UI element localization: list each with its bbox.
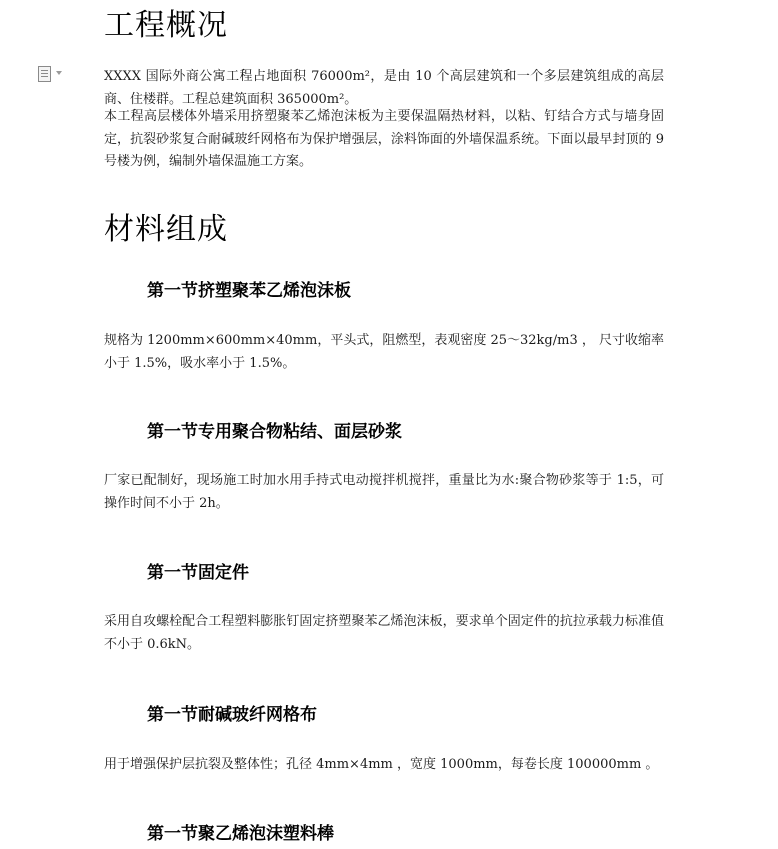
- subheading-xps-board: 第一节挤塑聚苯乙烯泡沫板: [147, 281, 351, 301]
- polymer-mortar-text: 厂家已配制好，现场施工时加水用手持式电动搅拌机搅拌，重量比为水:聚合物砂浆等于 1:5，可操作时间不小于 2h。: [104, 473, 664, 511]
- overview-paragraph-2: 本工程高层楼体外墙采用挤塑聚苯乙烯泡沫板为主要保温隔热材料，以粘、钉结合方式与墙身固定，抗裂砂浆复合耐碱玻纤网格布为保护增强层，涂料饰面的外墙保温系统。下面以最早封顶的 9 号楼为例，编制外墙保温施工方案。: [104, 109, 664, 169]
- xps-board-text: 规格为 1200mm×600mm×40mm，平头式，阻燃型，表观密度 25～32kg/m3 ， 尺寸收缩率小于 1.5%，吸水率小于 1.5%。: [104, 333, 664, 371]
- heading-project-overview: 工程概况: [104, 8, 228, 43]
- subheading-fasteners: 第一节固定件: [147, 563, 249, 583]
- subheading-pe-foam-rod: 第一节聚乙烯泡沫塑料棒: [147, 824, 334, 844]
- fasteners-text: 采用自攻螺栓配合工程塑料膨胀钉固定挤塑聚苯乙烯泡沫板，要求单个固定件的抗拉承载力标准值不小于 0.6kN。: [104, 614, 664, 652]
- fiberglass-mesh-text: 用于增强保护层抗裂及整体性；孔径 4mm×4mm ，宽度 1000mm，每卷长度 100000mm 。: [104, 757, 659, 772]
- subheading-fiberglass-mesh: 第一节耐碱玻纤网格布: [147, 705, 317, 725]
- heading-material-composition: 材料组成: [104, 212, 228, 247]
- subheading-polymer-mortar: 第一节专用聚合物粘结、面层砂浆: [147, 422, 402, 442]
- document-outline-icon[interactable]: [38, 66, 64, 82]
- chevron-down-icon: [56, 71, 62, 75]
- overview-paragraph-1: XXXX 国际外商公寓工程占地面积 76000m²，是由 10 个高层建筑和一个多层建筑组成的高层商、住楼群。工程总建筑面积 365000m²。: [104, 69, 664, 107]
- document-sheet-icon: [38, 66, 51, 82]
